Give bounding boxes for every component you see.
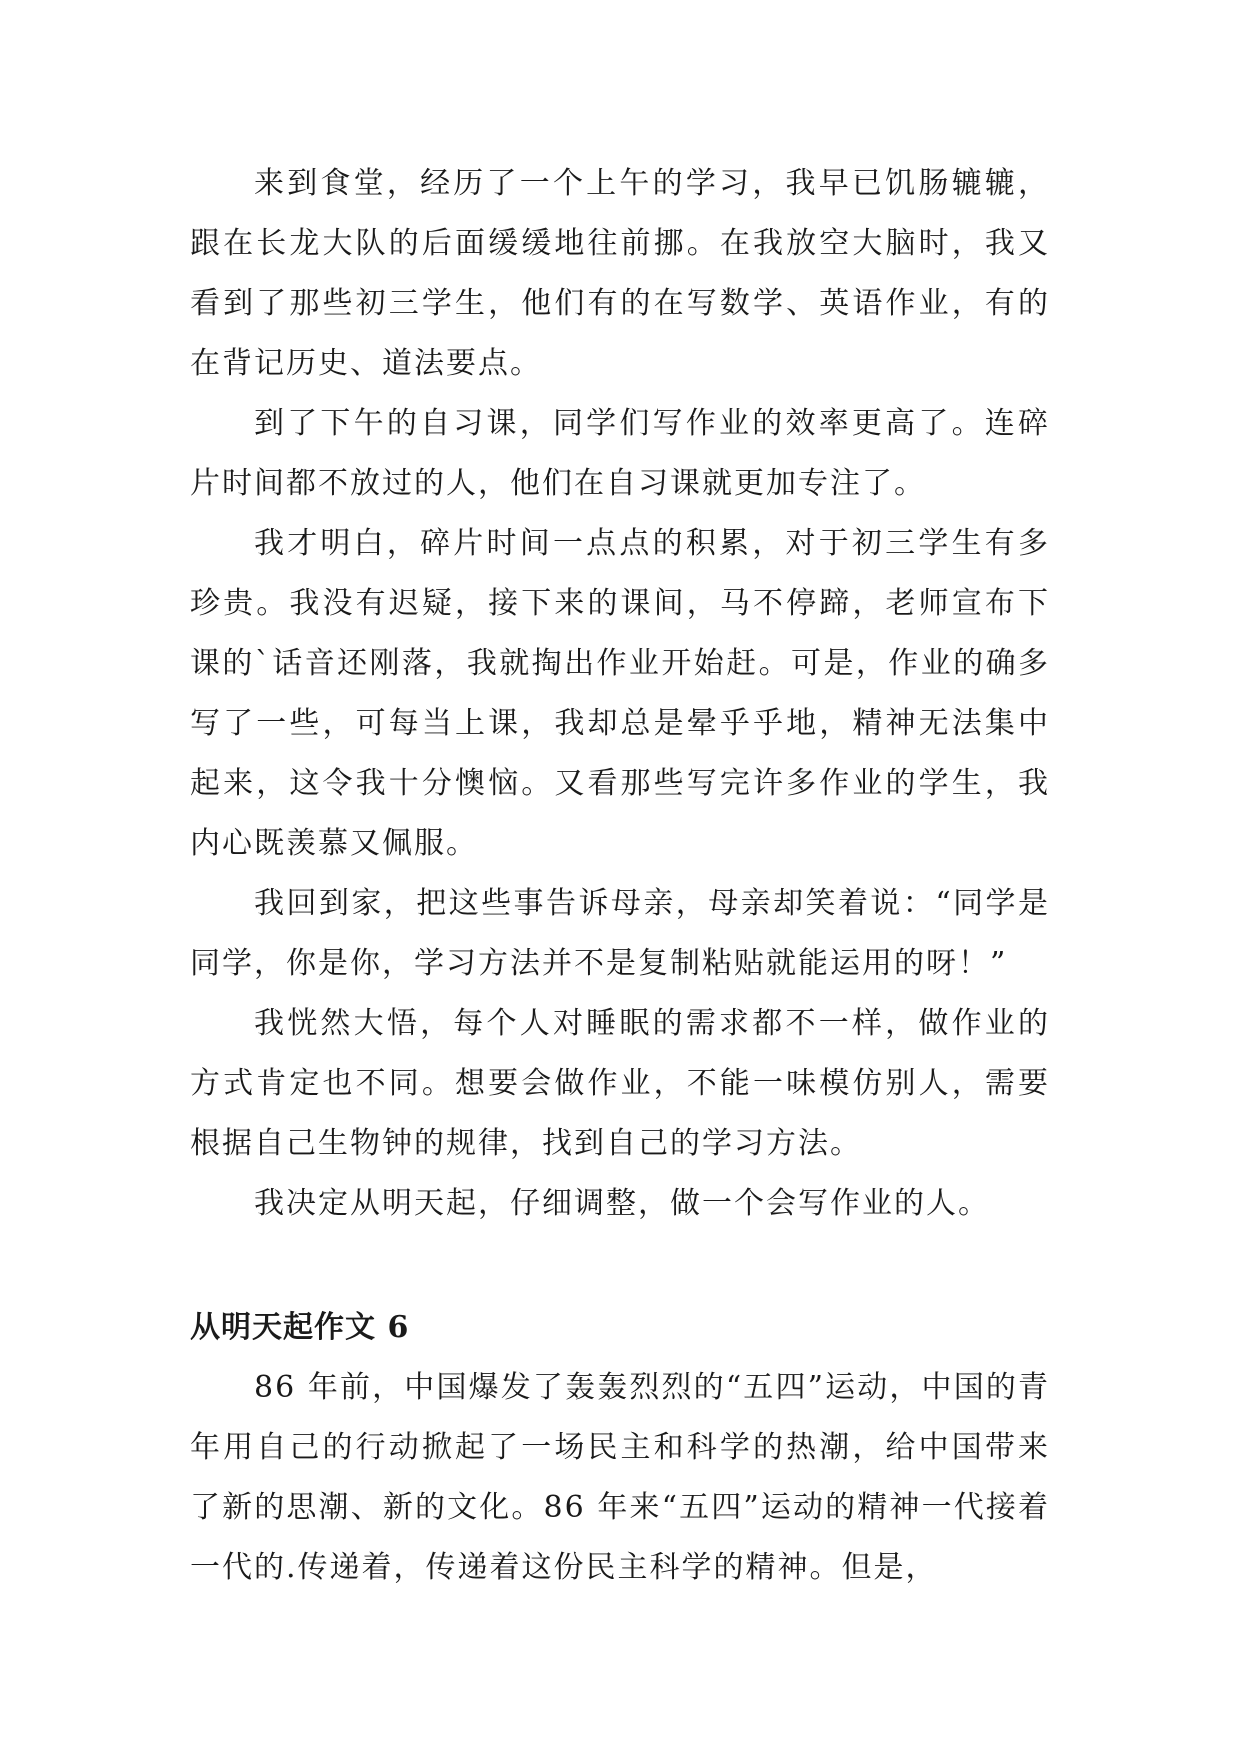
paragraph: 我回到家，把这些事告诉母亲，母亲却笑着说：“同学是同学，你是你，学习方法并不是复制粘贴就能运用的呀！” — [190, 886, 1050, 981]
paragraph: 我才明白，碎片时间一点点的积累，对于初三学生有多珍贵。我没有迟疑，接下来的课间，马不停蹄，老师宣布下课的`话音还刚落，我就掏出作业开始赶。可是，作业的确多写了一些，可每当上课，我却总是晕乎乎地，精神无法集中起来，这令我十分懊恼。又看那些写完许多作业的学生，我内心既羡慕又佩服。 — [190, 526, 1050, 861]
section-title: 从明天起作文 6 — [190, 1310, 410, 1345]
document-body — [190, 154, 1050, 1598]
paragraph: 来到食堂，经历了一个上午的学习，我早已饥肠辘辘，跟在长龙大队的后面缓缓地往前挪。在我放空大脑时，我又看到了那些初三学生，他们有的在写数学、英语作业，有的在背记历史、道法要点。 — [190, 166, 1050, 381]
section-spacer — [190, 1234, 1050, 1298]
paragraph: 86 年前，中国爆发了轰轰烈烈的“五四”运动，中国的青年用自己的行动掀起了一场民主和科学的热潮，给中国带来了新的思潮、新的文化。86 年来“五四”运动的精神一代接着一代的.传递着，传递着这份民主科学的精神。但是， — [190, 1370, 1050, 1585]
paragraph: 我恍然大悟，每个人对睡眠的需求都不一样，做作业的方式肯定也不同。想要会做作业，不能一味模仿别人，需要根据自己生物钟的规律，找到自己的学习方法。 — [190, 1006, 1050, 1161]
paragraph: 到了下午的自习课，同学们写作业的效率更高了。连碎片时间都不放过的人，他们在自习课就更加专注了。 — [190, 406, 1050, 501]
paragraph: 我决定从明天起，仔细调整，做一个会写作业的人。 — [254, 1186, 990, 1221]
